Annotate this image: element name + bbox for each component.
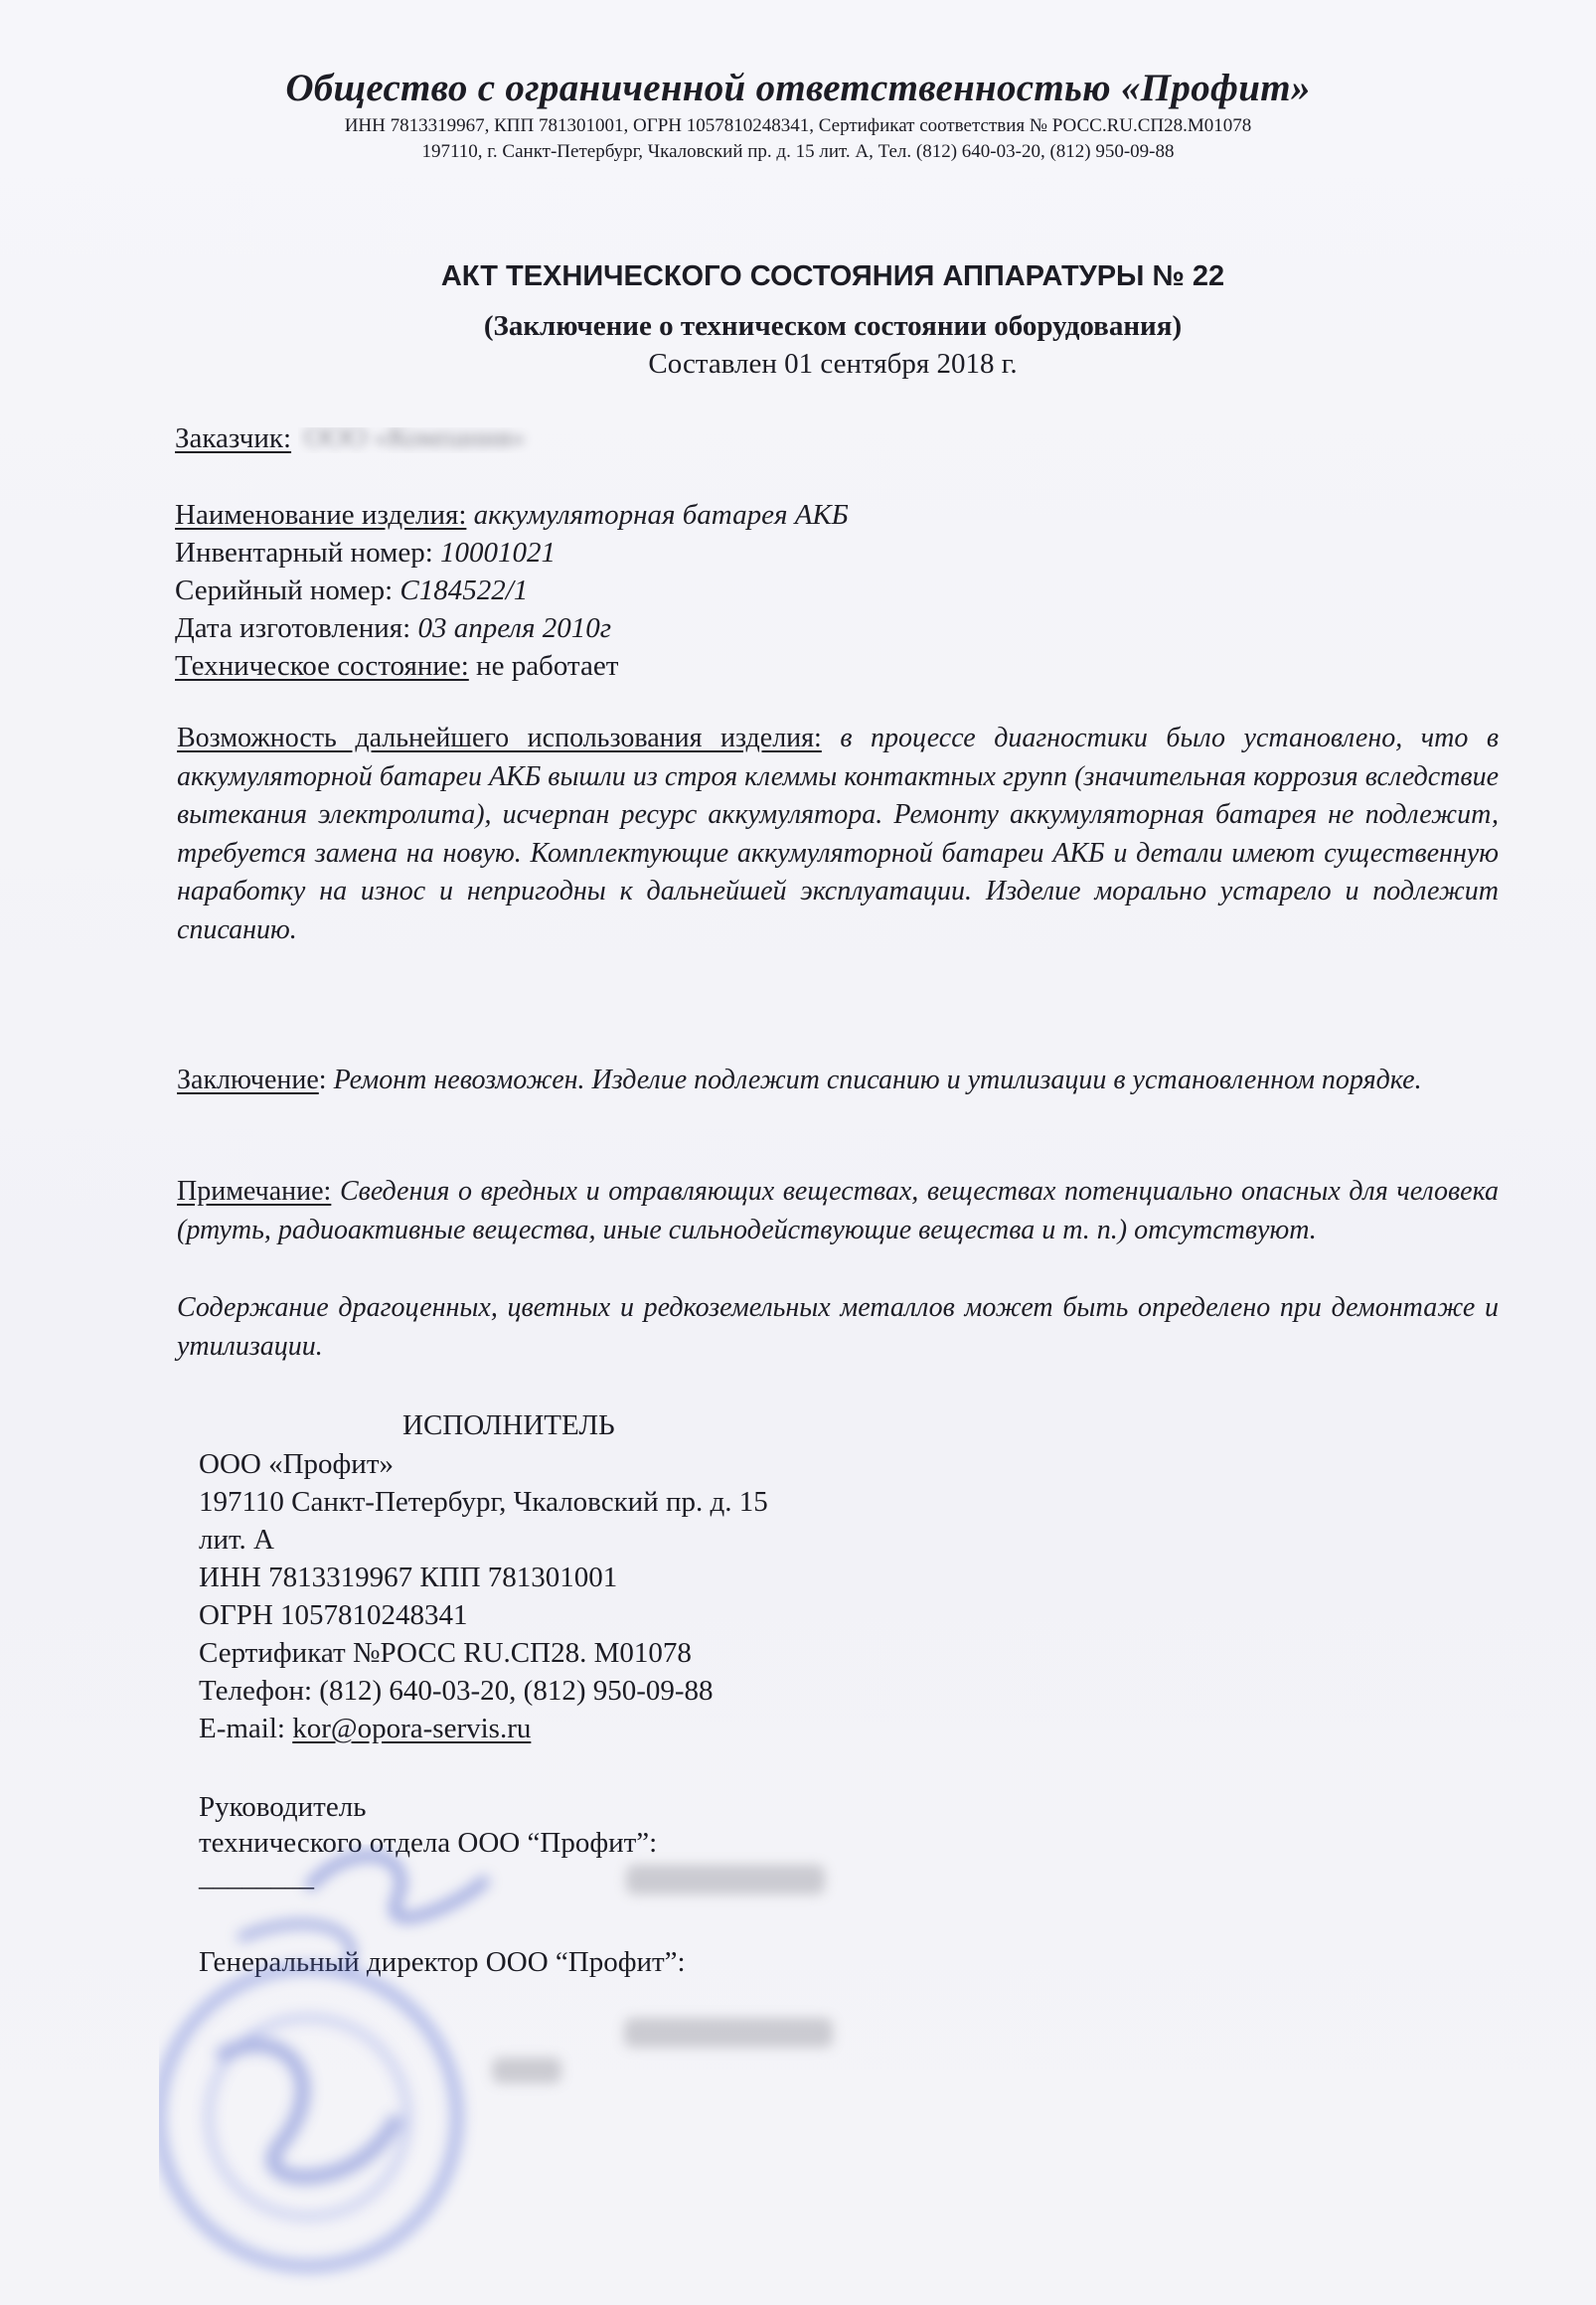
document-date: Составлен 01 сентября 2018 г. [648, 348, 1018, 380]
executor-inn-kpp: ИНН 7813319967 КПП 781301001 [199, 1562, 618, 1593]
signature-stamp-image [159, 1819, 676, 2296]
note-paragraph [177, 1173, 1499, 1249]
customer-row [175, 422, 557, 455]
executor-certificate: Сертификат №РОСС RU.СП28. М01078 [199, 1637, 692, 1669]
document-title: АКТ ТЕХНИЧЕСКОГО СОСТОЯНИЯ АППАРАТУРЫ № 22 [440, 260, 1225, 292]
condition-value: не работает [476, 650, 619, 682]
usability-label: Возможность дальнейшего использования изделия: [177, 723, 822, 753]
conclusion-text: Ремонт невозможен. Изделие подлежит списанию и утилизации в установленном порядке. [333, 1065, 1422, 1095]
customer-label: Заказчик: [175, 422, 292, 454]
tech-head-title-1: Руководитель [199, 1791, 367, 1823]
executor-ogrn: ОГРН 1057810248341 [199, 1599, 468, 1631]
product-name-value: аккумуляторная батарея АКБ [473, 499, 849, 531]
stamp-seal [159, 1968, 457, 2266]
executor-address-1: 197110 Санкт-Петербург, Чкаловский пр. д. 15 [199, 1486, 768, 1518]
inventory-label: Инвентарный номер: [175, 537, 433, 569]
manufacture-value: 03 апреля 2010г [417, 612, 612, 644]
conclusion-paragraph: Заключение: Ремонт невозможен. Изделие подлежит списанию и утилизации в установленном порядке. [177, 1065, 1422, 1095]
executor-phone: Телефон: (812) 640-03-20, (812) 950-09-88 [199, 1675, 714, 1707]
note-label: Примечание: [177, 1176, 332, 1207]
tech-head-title-2: технического отдела ООО “Профит”: [199, 1827, 658, 1859]
company-address: 197110, г. Санкт-Петербург, Чкаловский пр. д. 15 лит. А, Тел. (812) 640-03-20, (812) 950-09-88 [421, 141, 1175, 162]
company-name: Общество с ограниченной ответственностью «Профит» [285, 67, 1311, 109]
director-title: Генеральный директор ООО “Профит”: [199, 1946, 686, 1978]
usability-text: в процессе диагностики было установлено, что в аккумуляторной батареи АКБ вышли из строя клеммы контактных групп (значительная коррозия вследствие вытекания электролита), исчерпан ресурс аккумулятора. Ремонту аккумуляторная батарея не подлежит, требуется замена на новую. Комплектующие аккумуляторной батареи АКБ и детали имеют существенную наработку на износ и непригодны к дальнейшей эксплуатации. Изделие морально устарело и подлежит списанию. [177, 723, 1499, 945]
tech-head-sign-line: ________ [199, 1861, 314, 1893]
condition-label: Техническое состояние: [175, 650, 469, 682]
conclusion-label: Заключение [177, 1065, 319, 1095]
inventory-value: 10001021 [440, 537, 557, 569]
manufacture-label: Дата изготовления: [175, 612, 411, 644]
company-requisites: ИНН 7813319967, КПП 781301001, ОГРН 1057810248341, Сертификат соответствия № РОСС.RU.СП28.М01078 [344, 115, 1252, 136]
product-name-label: Наименование изделия: [175, 499, 467, 531]
inventory-row [175, 537, 556, 570]
document-subtitle: (Заключение о техническом состоянии оборудования) [483, 310, 1183, 342]
note-text-1: Сведения о вредных и отравляющих веществах, веществах потенциально опасных для человека (ртуть, радиоактивные вещества, иные сильнодействующие вещества и т. п.) отсутствуют. [177, 1176, 1500, 1245]
signature-stroke [239, 1856, 487, 1968]
executor-email-row [199, 1713, 531, 1745]
manufacture-row [175, 612, 611, 645]
serial-label: Серийный номер: [175, 575, 394, 606]
executor-heading: ИСПОЛНИТЕЛЬ [402, 1409, 615, 1441]
condition-row [175, 650, 618, 683]
serial-value: С184522/1 [399, 575, 529, 606]
serial-row [175, 575, 528, 607]
product-name-row [175, 499, 849, 532]
executor-company: ООО «Профит» [199, 1448, 395, 1480]
email-label: E-mail: [199, 1713, 293, 1744]
email-link[interactable]: kor@opora-servis.ru [292, 1713, 532, 1744]
usability-paragraph [177, 720, 1499, 949]
customer-value-redacted: ООО «Компания» [304, 427, 526, 454]
note-text-2: Содержание драгоценных, цветных и редкоземельных металлов может быть определено при демонтаже и утилизации. [177, 1292, 1499, 1362]
executor-address-2: лит. А [199, 1524, 274, 1556]
note-paragraph-2 [177, 1289, 1499, 1366]
